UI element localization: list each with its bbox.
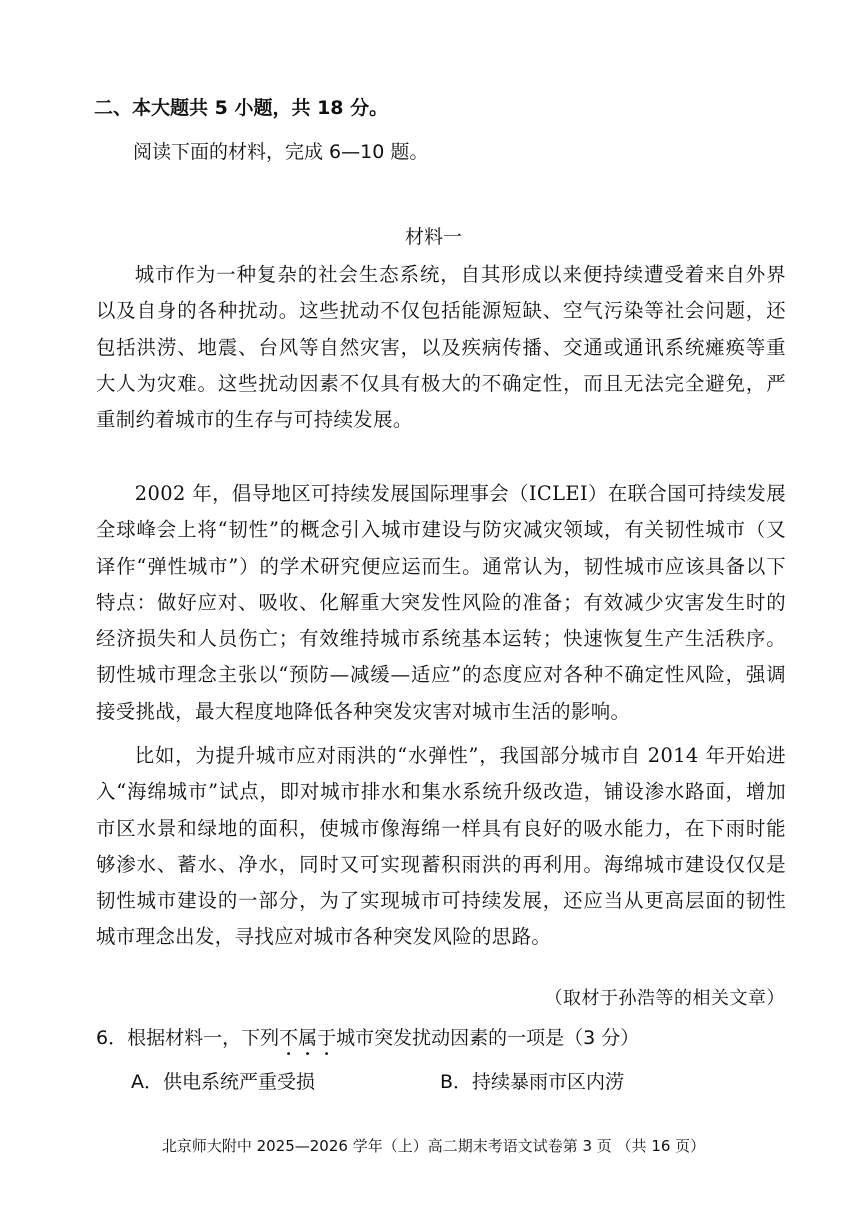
question-stem [96, 1024, 639, 1060]
question-prefix: 6．根据材料一，下列 [96, 1027, 280, 1049]
material-paragraph: 城市作为一种复杂的社会生态系统，自其形成以来便持续遭受着来自外界以及自身的各种扰动。这些扰动不仅包括能源短缺、空气污染等社会问题，还包括洪涝、地震、台风等自然灾害，以及疾病传播、交通或通讯系统瘫痪等重大人为灾难。这些扰动因素不仅具有极大的不确定性，而且无法完全避免，严重制约着城市的生存与可持续发展。 [96, 263, 786, 432]
question-emphasis: 不属于 [279, 1027, 337, 1049]
page-footer: 北京师大附中 2025—2026 学年（上）高二期末考语文试卷第 3 页 （共 16 页） [161, 1137, 706, 1155]
question-suffix: 城市突发扰动因素的一项是（3 分） [336, 1027, 640, 1049]
section-heading: 二、本大题共 5 小题，共 18 分。 [94, 97, 389, 119]
option-b: B．持续暴雨市区内涝 [440, 1071, 625, 1093]
material-paragraph: 2002 年，倡导地区可持续发展国际理事会（ICLEI）在联合国可持续发展全球峰会上将“韧性”的概念引入城市建设与防灾减灾领域，有关韧性城市（又译作“弹性城市”）的学术研究便应运而生。通常认为，韧性城市应该具备以下特点：做好应对、吸收、化解重大突发性风险的准备；有效减少灾害发生时的经济损失和人员伤亡；有效维持城市系统基本运转；快速恢复生产生活秩序。韧性城市理念主张以“预防—减缓—适应”的态度应对各种不确定性风险，强调接受挑战，最大程度地降低各种突发灾害对城市生活的影响。 [96, 482, 786, 723]
reading-instruction: 阅读下面的材料，完成 6—10 题。 [133, 141, 429, 163]
material-source: （取材于孙浩等的相关文章） [544, 988, 785, 1009]
material-title: 材料一 [404, 226, 462, 248]
material-paragraph: 比如，为提升城市应对雨洪的“水弹性”，我国部分城市自 2014 年开始进入“海绵城市”试点，即对城市排水和集水系统升级改造，铺设渗水路面，增加市区水景和绿地的面积，使城市像海绵一样具有良好的吸水能力，在下雨时能够渗水、蓄水、净水，同时又可实现蓄积雨洪的再利用。海绵城市建设仅仅是韧性城市建设的一部分，为了实现城市可持续发展，还应当从更高层面的韧性城市理念出发，寻找应对城市各种突发风险的思路。 [96, 744, 786, 949]
option-a: A．供电系统严重受损 [131, 1071, 315, 1093]
